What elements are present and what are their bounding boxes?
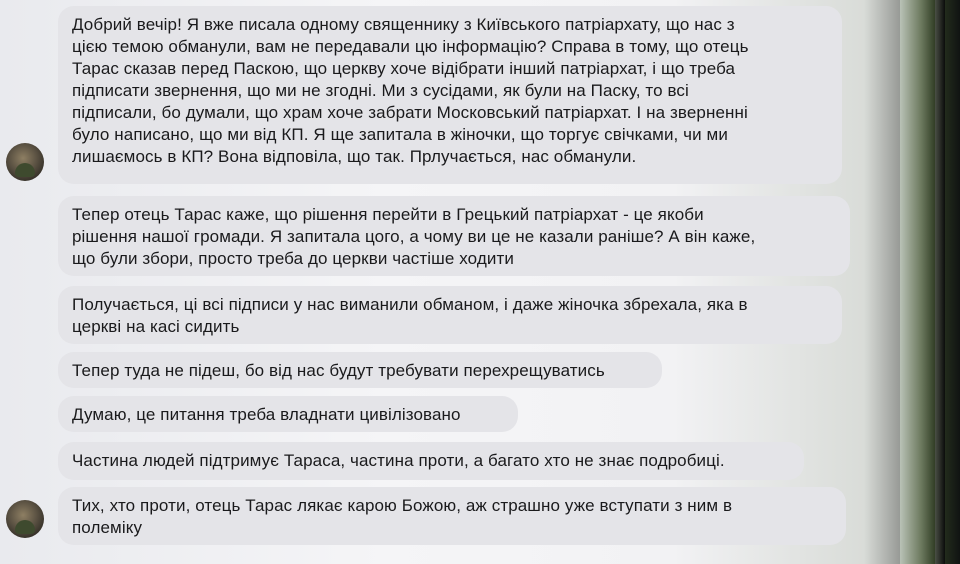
message-bubble[interactable]: Думаю, це питання треба владнати цивілізовано: [58, 396, 518, 432]
message-bubble[interactable]: Тих, хто проти, отець Тарас лякає карою Божою, аж страшно уже вступати з ним в полеміку: [58, 487, 846, 545]
message-bubble[interactable]: Тепер отець Тарас каже, що рішення перейти в Грецький патріархат - це якоби рішення нашої громади. Я запитала цого, а чому ви це не казали раніше? А він каже, що були збори, просто треба до церкви частіше ходити: [58, 196, 850, 276]
message-bubble[interactable]: Добрий вечір! Я вже писала одному священнику з Київського патріархату, що нас з цією темою обманули, вам не передавали цю інформацію? Справа в тому, що отець Тарас сказав перед Паскою, що церкву хоче відібрати інший патріархат, і що треба підписати звернення, що ми не згодні. Ми з сусідами, як були на Паску, то всі підписали, бо думали, що храм хоче забрати Московський патріархат. І на зверненні було написано, що ми від КП. Я ще запитала в жіночки, що торгує свічками, чи ми лишаємось в КП? Вона відповіла, що так. Прлучається, нас обманули.: [58, 6, 842, 184]
message-bubble[interactable]: Тепер туда не підеш, бо від нас будут требувати перехрещуватись: [58, 352, 662, 388]
sender-avatar[interactable]: [6, 143, 44, 181]
message-bubble[interactable]: Получається, ці всі підписи у нас виманили обманом, і даже жіночка збрехала, яка в церкві на касі сидить: [58, 286, 842, 344]
sender-avatar[interactable]: [6, 500, 44, 538]
message-bubble[interactable]: Частина людей підтримує Тараса, частина проти, а багато хто не знає подробиці.: [58, 442, 804, 480]
